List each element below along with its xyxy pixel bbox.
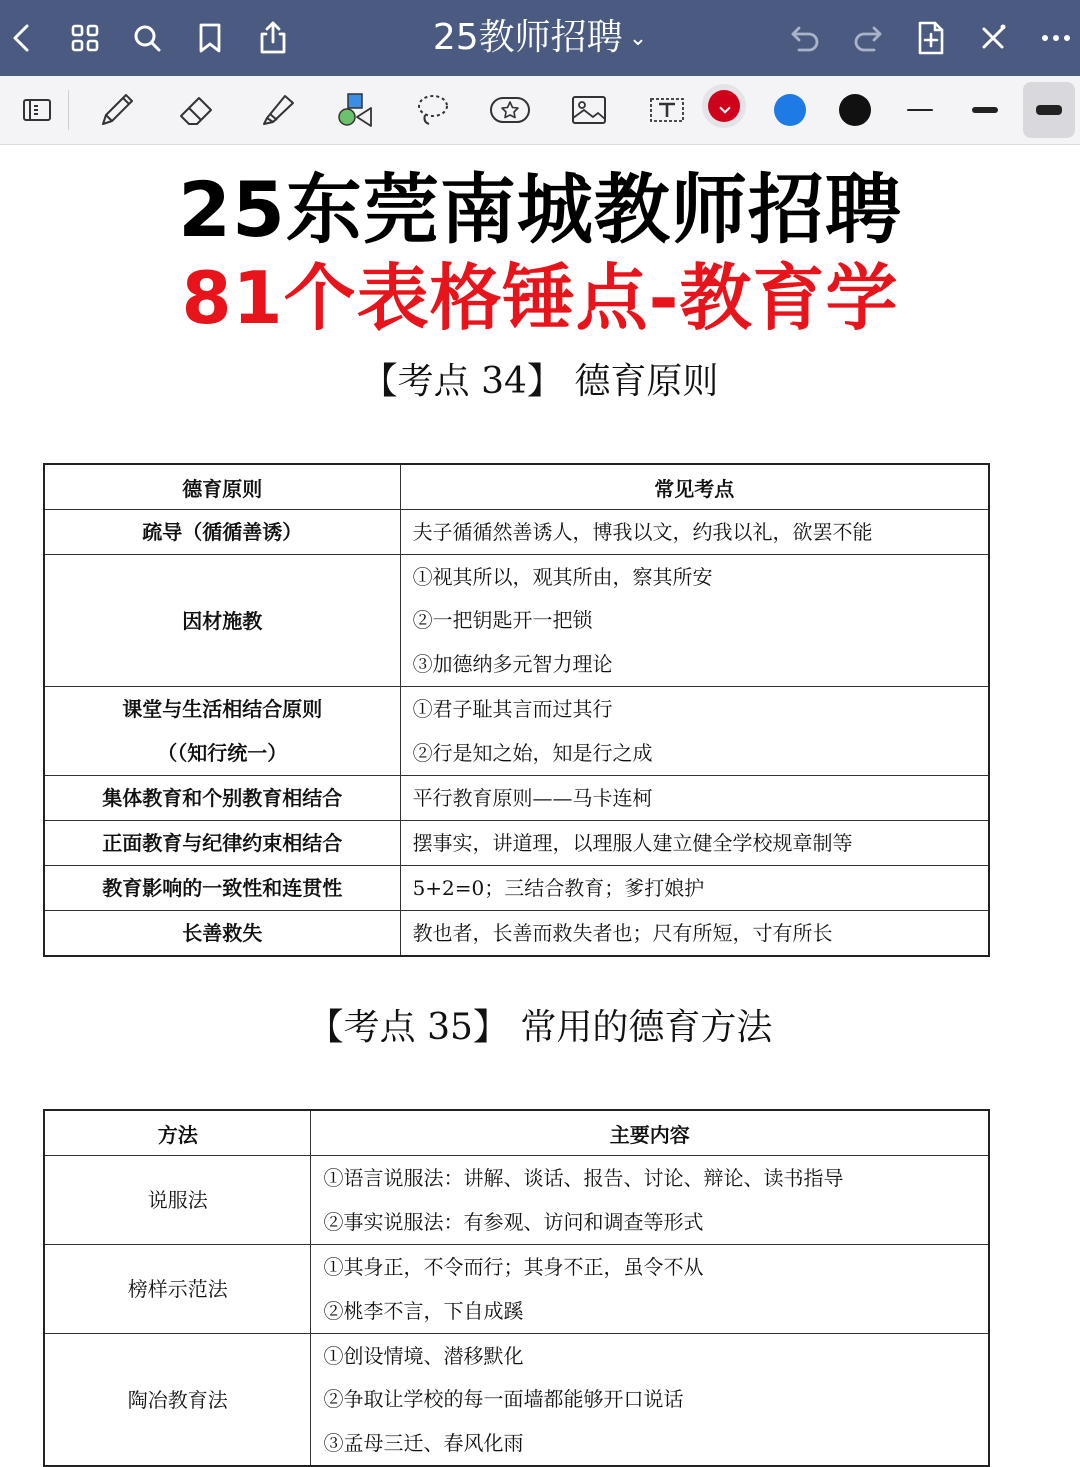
text-box-icon[interactable] [645,88,689,132]
stroke-medium-line [972,107,998,113]
pen-icon[interactable] [95,88,139,132]
back-icon[interactable] [2,18,42,58]
point-text: ①创设情境、潜移默化 [323,1344,524,1368]
table-cell [44,555,400,687]
table-row [44,687,989,776]
search-icon[interactable] [127,18,167,58]
annotation-toolbar [0,76,1080,145]
color-swatch-blue[interactable] [774,94,806,126]
table-cell [44,1156,311,1245]
table-row [44,821,989,866]
undo-icon[interactable] [785,18,825,58]
stroke-medium-option[interactable] [959,98,1011,122]
section-34-title: 【考点 34】 德育原则 [361,361,719,402]
table-cell [44,1245,311,1334]
add-page-icon[interactable] [911,18,951,58]
principle-name: 课堂与生活相结合原则 [122,697,323,721]
point-text: ①语言说服法：讲解、谈话、报告、讨论、辩论、读书指导 [323,1166,844,1190]
moral-principles-table [43,463,990,957]
table-row [44,555,989,687]
point-text: 摆事实，讲道理，以理服人建立健全学校规章制等 [412,831,853,855]
table-cell [400,866,989,911]
table-cell [400,687,989,776]
table-cell [400,821,989,866]
grid-icon[interactable] [65,18,105,58]
table-header-row [44,1110,989,1156]
highlighter-icon[interactable] [255,88,299,132]
stroke-thin-line [907,109,933,111]
method-name: 陶冶教育法 [127,1387,228,1412]
point-text: ③孟母三迁、春风化雨 [323,1431,524,1455]
principle-name: （（知行统一） [157,741,288,765]
point-text: ①视其所以，观其所由，察其所安 [412,565,713,589]
table-cell [44,1334,311,1467]
page-subheadline: 81个表格锤点-教育学 [181,256,899,340]
table-header: 德育原则 [44,464,400,510]
color-swatch-black[interactable] [839,94,871,126]
document-title-text: 25教师招聘 [432,17,623,58]
table-row [44,911,989,957]
stroke-thick-line [1036,105,1062,115]
table-row [44,1156,989,1245]
point-text: ②争取让学校的每一面墙都能够开口说话 [323,1387,684,1411]
lasso-icon[interactable] [411,88,455,132]
principle-name: 集体教育和个别教育相结合 [102,786,343,810]
table-cell [44,687,400,776]
principle-name: 教育影响的一致性和连贯性 [102,876,343,900]
shapes-icon[interactable] [333,88,377,132]
table-cell [44,821,400,866]
point-text: ②行是知之始，知是行之成 [412,741,653,765]
top-nav-bar [0,0,1080,76]
page-headline: 25东莞南城教师招聘 [178,165,902,254]
table-header: 方法 [44,1110,311,1156]
principle-name: 长善救失 [182,921,263,945]
table-row [44,866,989,911]
principle-name: 正面教育与纪律约束相结合 [102,831,343,855]
table-cell [44,866,400,911]
principle-name: 因材施教 [182,608,263,633]
table-cell [400,510,989,555]
point-text: ③加德纳多元智力理论 [412,652,613,676]
table-cell [311,1156,989,1245]
image-icon[interactable] [567,88,611,132]
point-text: 夫子循循然善诱人，博我以文，约我以礼，欲罢不能 [412,520,873,544]
table-header: 常见考点 [400,464,989,510]
table-cell [44,911,400,957]
table-cell [400,776,989,821]
table-cell [400,911,989,957]
method-name: 榜样示范法 [127,1277,228,1301]
read-mode-icon[interactable] [16,88,60,132]
method-name: 说服法 [147,1188,208,1212]
stroke-thin-option[interactable] [894,98,946,122]
point-text: ②桃李不言，下自成蹊 [323,1299,524,1323]
table-cell [311,1245,989,1334]
more-icon[interactable] [1036,18,1076,58]
point-text: ②事实说服法：有参观、访问和调查等形式 [323,1210,704,1234]
table-cell [311,1334,989,1467]
point-text: ①其身正，不令而行；其身不正，虽令不从 [323,1255,704,1279]
point-text: ②一把钥匙开一把锁 [412,608,593,632]
table-row [44,776,989,821]
close-icon[interactable] [973,18,1013,58]
document-title[interactable] [300,14,780,63]
point-text: ①君子耻其言而过其行 [412,697,613,721]
chevron-down-icon: ⌄ [628,26,648,51]
point-text: 5+2=0；三结合教育；爹打娘护 [412,876,705,900]
table-cell [44,510,400,555]
color-swatch-red[interactable] [708,90,740,122]
table-header: 主要内容 [311,1110,989,1156]
moral-methods-table [43,1109,990,1467]
bookmark-icon[interactable] [190,18,230,58]
table-cell [400,555,989,687]
table-cell [44,776,400,821]
table-header-row [44,464,989,510]
share-icon[interactable] [253,18,293,58]
table-row [44,1245,989,1334]
principle-name: 疏导（循循善诱） [142,520,303,544]
toolbar-divider [68,90,69,130]
section-35-title: 【考点 35】 常用的德育方法 [307,1007,773,1048]
table-row [44,1334,989,1467]
point-text: 平行教育原则——马卡连柯 [412,786,653,810]
redo-icon[interactable] [848,18,888,58]
point-text: 教也者，长善而救失者也；尺有所短，寸有所长 [412,921,833,945]
sticker-icon[interactable] [488,88,532,132]
stroke-thick-option[interactable] [1023,82,1075,138]
table-row [44,510,989,555]
eraser-icon[interactable] [175,88,219,132]
